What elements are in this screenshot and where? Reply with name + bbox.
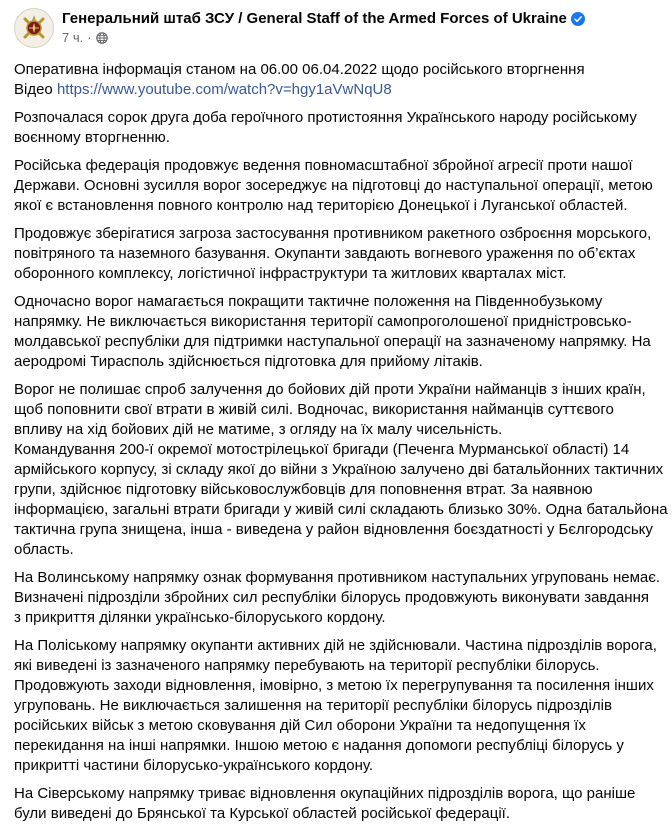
post-timestamp[interactable]: 7 ч. <box>62 30 84 45</box>
paragraph-line: оборонного комплексу, логістичної інфраструктури та житлових кварталах міст. <box>14 265 567 282</box>
paragraph-line: Визначені підрозділи збройних сил республіки білорусь продовжують виконувати завдання <box>14 589 649 606</box>
paragraph-line: Продовжує зберігатися загроза застосування противником ракетного озброєння морського, <box>14 225 652 242</box>
video-label: Відео <box>14 81 57 98</box>
paragraph-line: напрямку. Не виключається використання території самопроголошеної придністровсько- <box>14 313 632 330</box>
post-paragraph <box>14 636 658 776</box>
military-emblem-icon <box>19 13 49 43</box>
post-paragraph <box>14 108 658 148</box>
paragraph-line: повітряного та наземного базування. Окупанти завдають вогневого ураження по об’єктах <box>14 245 636 262</box>
video-link[interactable]: https://www.youtube.com/watch?v=hgy1aVwNqU8 <box>56 81 392 98</box>
paragraph-line: Продовжують заходи відновлення, імовірно, з метою їх перегрупування та посилення інших <box>14 677 654 694</box>
globe-icon[interactable] <box>96 32 108 44</box>
paragraph-line: область. <box>14 541 74 558</box>
paragraph-line: прикритті частини білорусько-українського кордону. <box>14 757 374 774</box>
page-avatar[interactable] <box>14 8 54 48</box>
paragraph-line: інформацією, загальні втрати бригади у живій силі складають близько 30%. Одна батальйона <box>14 501 668 518</box>
video-line <box>14 80 658 100</box>
paragraph-line: Держави. Основні зусилля ворог зосереджує на підготовці до наступальної операції, метою <box>14 177 653 194</box>
post-paragraphs <box>14 108 668 824</box>
post-intro <box>14 60 658 100</box>
paragraph-line: угруповань. Не виключається залишення на території республіки білорусь підрозділів <box>14 697 612 714</box>
meta-separator: · <box>87 30 92 45</box>
paragraph-line: були виведені до Брянської та Курської областей російської федерації. <box>14 805 510 822</box>
post-paragraph <box>14 156 658 216</box>
paragraph-line: щоб поповнити свої втрати в живій силі. Водночас, використання найманців суттєвого <box>14 401 614 418</box>
paragraph-line: Командування 200-ї окремої мотострілецької бригади (Печенга Мурманської області) 14 <box>14 441 630 458</box>
paragraph-line: Одночасно ворог намагається покращити тактичне положення на Південнобузькому <box>14 293 603 310</box>
post-header <box>14 8 658 52</box>
post-paragraph <box>14 292 658 372</box>
post-paragraph <box>14 224 658 284</box>
post-paragraph <box>14 380 668 560</box>
verified-badge-icon <box>571 12 585 26</box>
page-name-link[interactable]: Генеральний штаб ЗСУ / General Staff of the Armed Forces of Ukraine <box>62 10 567 27</box>
paragraph-line: перекидання на інші напрямки. Іншою метою є надання допомоги республіці білорусь у <box>14 737 624 754</box>
paragraph-line: російських військ з метою сковування дій Сил оборони України та недопущення їх <box>14 717 586 734</box>
intro-line: Оперативна інформація станом на 06.00 06.04.2022 щодо російського вторгнення <box>14 61 585 78</box>
paragraph-line: з прикриття ділянки українсько-білоруського кордону. <box>14 609 386 626</box>
paragraph-line: Ворог не полишає спроб залучення до бойових дій проти України найманців з інших країн, <box>14 381 646 398</box>
paragraph-line: На Поліському напрямку окупанти активних дій не здійснювали. Частина підрозділів ворога, <box>14 637 657 654</box>
paragraph-line: впливу на хід бойових дій не матиме, з огляду на їх малу чисельність. <box>14 421 503 438</box>
paragraph-line: воєнному вторгненню. <box>14 129 170 146</box>
paragraph-line: тактична група знищена, інша - виведена у район відновлення боєздатності у Бєлгородську <box>14 521 653 538</box>
paragraph-line: групи, здійснює підготовку військовослужбовців для поповнення втрат. За наявною <box>14 481 593 498</box>
paragraph-line: армійського корпусу, зі складу якої до війни з Україною залучено дві батальйонних тактичних <box>14 461 664 478</box>
paragraph-line: Російська федерація продовжує ведення повномасштабної збройної агресії проти нашої <box>14 157 633 174</box>
paragraph-line: якої є встановлення повного контролю над територією Донецької і Луганської областей. <box>14 197 628 214</box>
paragraph-line: Розпочалася сорок друга доба героїчного протистояння Українського народу російському <box>14 109 637 126</box>
paragraph-line: На Волинському напрямку ознак формування противником наступальних угруповань немає. <box>14 569 661 586</box>
paragraph-line: які виведені із зазначеного напрямку перебувають на території республіки білорусь. <box>14 657 600 674</box>
paragraph-line: аеродромі Тирасполь здійснюється підготовка для прийому літаків. <box>14 353 483 370</box>
post-paragraph <box>14 568 661 628</box>
post-paragraph <box>14 784 658 824</box>
post-body <box>14 60 668 824</box>
paragraph-line: молдавської республіки для підтримки наступальної операції на зазначеному напрямку. На <box>14 333 651 350</box>
paragraph-line: На Сіверському напрямку триває відновлення окупаційних підрозділів ворога, що раніше <box>14 785 636 802</box>
